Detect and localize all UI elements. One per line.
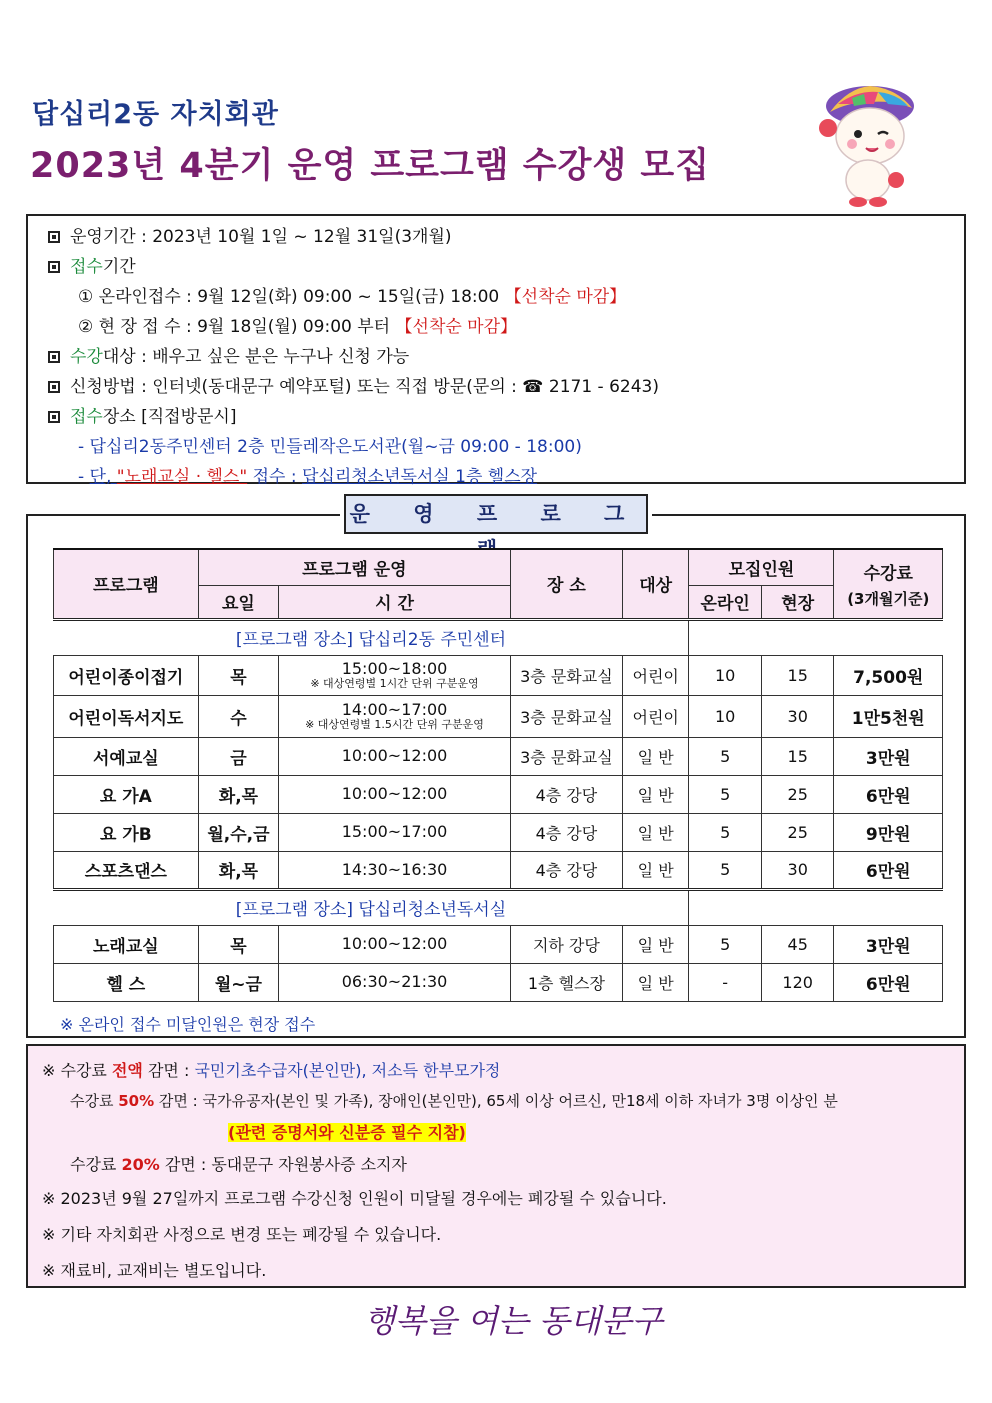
reception-place-2: - 단, "노래교실 · 헬스" 접수 : 답십리청소년독서실 1층 헬스장 <box>78 467 538 487</box>
header-target: 대상 <box>622 549 689 619</box>
bullet-square-icon <box>48 231 60 243</box>
header-program: 프로그램 <box>54 549 199 619</box>
program-place: 3층 문화교실 <box>510 737 622 775</box>
program-name: 서예교실 <box>54 737 199 775</box>
header-online: 온라인 <box>689 585 761 619</box>
bullet-square-icon <box>48 351 60 363</box>
fee-reduction-box <box>26 1044 966 1288</box>
online-count: 10 <box>689 655 761 695</box>
program-target: 일 반 <box>622 775 689 813</box>
program-time: 06:30~21:30 <box>279 963 511 1001</box>
program-day: 금 <box>198 737 278 775</box>
program-day: 목 <box>198 655 278 695</box>
slogan-logo: 행복을 여는 동대문구 <box>364 1302 663 1340</box>
online-count: 10 <box>689 695 761 737</box>
proof-required: (관련 증명서와 신분증 필수 지참) <box>228 1123 466 1142</box>
onsite-count: 25 <box>761 775 834 813</box>
reception-period: 접수기간 <box>48 252 136 277</box>
onsite-count: 30 <box>761 851 834 889</box>
program-name: 스포츠댄스 <box>54 851 199 889</box>
program-fee: 3만원 <box>834 925 943 963</box>
program-name: 요 가B <box>54 813 199 851</box>
onsite-count: 15 <box>761 655 834 695</box>
section-youth-library: [프로그램 장소] 답십리청소년독서실 <box>54 889 689 925</box>
program-place: 4층 강당 <box>510 851 622 889</box>
program-time: 15:00~17:00 <box>279 813 511 851</box>
header-operation: 프로그램 운영 <box>198 549 510 585</box>
half-exemption: 수강료 50% 감면 : 국가유공자(본인 및 가족), 장애인(본인만), 65세 이상 어르신, 만18세 이하 자녀가 3명 이상인 분 <box>70 1092 838 1110</box>
section-community-center: [프로그램 장소] 답십리2동 주민센터 <box>54 619 689 655</box>
table-row <box>54 655 943 695</box>
program-time: 14:00~17:00 ※ 대상연령별 1.5시간 단위 구분운영 <box>279 695 511 737</box>
table-row <box>54 925 943 963</box>
program-target: 일 반 <box>622 925 689 963</box>
material-cost-note: ※ 재료비, 교재비는 별도입니다. <box>42 1261 267 1280</box>
online-note: ※ 온라인 접수 미달인원은 현장 접수 <box>60 1015 316 1034</box>
page-title: 2023년 4분기 운영 프로그램 수강생 모집 <box>30 146 711 186</box>
program-target: 일 반 <box>622 737 689 775</box>
program-place: 1층 헬스장 <box>510 963 622 1001</box>
program-time: 10:00~12:00 <box>279 775 511 813</box>
online-count: 5 <box>689 737 761 775</box>
operation-period: 운영기간 : 2023년 10월 1일 ~ 12월 31일(3개월) <box>48 222 452 247</box>
program-day: 수 <box>198 695 278 737</box>
header-day: 요일 <box>198 585 278 619</box>
program-time: 15:00~18:00 ※ 대상연령별 1시간 단위 구분운영 <box>279 655 511 695</box>
program-fee: 6만원 <box>834 775 943 813</box>
online-count: 5 <box>689 775 761 813</box>
program-fee: 6만원 <box>834 851 943 889</box>
program-fee: 7,500원 <box>834 655 943 695</box>
table-row <box>54 737 943 775</box>
reception-place: 접수장소 [직접방문시] <box>48 402 236 427</box>
table-row <box>54 775 943 813</box>
program-name: 노래교실 <box>54 925 199 963</box>
program-place: 4층 강당 <box>510 813 622 851</box>
phone-icon: ☎ <box>522 377 544 397</box>
full-exemption: ※ 수강료 전액 감면 : 국민기초수급자(본인만), 저소득 한부모가정 <box>42 1061 501 1080</box>
mascot-image <box>808 78 918 208</box>
program-name: 어린이종이접기 <box>54 655 199 695</box>
program-day: 화,목 <box>198 775 278 813</box>
header-place: 장 소 <box>510 549 622 619</box>
table-row <box>54 851 943 889</box>
program-fee: 3만원 <box>834 737 943 775</box>
program-place: 3층 문화교실 <box>510 695 622 737</box>
program-fee: 6만원 <box>834 963 943 1001</box>
program-target: 일 반 <box>622 963 689 1001</box>
bullet-square-icon <box>48 261 60 273</box>
recruitment-info-box <box>26 214 966 487</box>
program-day: 월~금 <box>198 963 278 1001</box>
program-fee: 9만원 <box>834 813 943 851</box>
header-recruit: 모집인원 <box>689 549 834 585</box>
program-fee: 1만5천원 <box>834 695 943 737</box>
program-section-title: 운 영 프 로 그 <box>344 494 648 534</box>
twenty-percent-exemption: 수강료 20% 감면 : 동대문구 자원봉사증 소지자 <box>70 1155 407 1174</box>
onsite-count: 25 <box>761 813 834 851</box>
program-target: 어린이 <box>622 655 689 695</box>
program-name: 요 가A <box>54 775 199 813</box>
bullet-square-icon <box>48 411 60 423</box>
online-count: - <box>689 963 761 1001</box>
program-place: 4층 강당 <box>510 775 622 813</box>
program-time: 10:00~12:00 <box>279 925 511 963</box>
onsite-reception: ② 현 장 접 수 : 9월 18일(월) 09:00 부터 【선착순 마감】 <box>78 317 518 337</box>
program-table <box>53 548 943 1002</box>
online-count: 5 <box>689 925 761 963</box>
program-time: 14:30~16:30 <box>279 851 511 889</box>
online-count: 5 <box>689 813 761 851</box>
bullet-square-icon <box>48 381 60 393</box>
onsite-count: 30 <box>761 695 834 737</box>
program-target: 어린이 <box>622 695 689 737</box>
program-place: 3층 문화교실 <box>510 655 622 695</box>
table-row <box>54 813 943 851</box>
program-name: 헬 스 <box>54 963 199 1001</box>
onsite-count: 120 <box>761 963 834 1001</box>
header-onsite: 현장 <box>761 585 834 619</box>
cancellation-note: ※ 2023년 9월 27일까지 프로그램 수강신청 인원이 미달될 경우에는 폐강될 수 있습니다. <box>42 1189 667 1208</box>
change-note: ※ 기타 자치회관 사정으로 변경 또는 폐강될 수 있습니다. <box>42 1225 442 1244</box>
program-name: 어린이독서지도 <box>54 695 199 737</box>
online-count: 5 <box>689 851 761 889</box>
program-time: 10:00~12:00 <box>279 737 511 775</box>
application-method: 신청방법 : 인터넷(동대문구 예약포털) 또는 직접 방문(문의 : ☎ 2171 - 6243) <box>48 372 659 397</box>
subtitle: 답십리2동 자치회관 <box>32 99 279 130</box>
reception-place-1: - 답십리2동주민센터 2층 민들레작은도서관(월~금 09:00 - 18:00) <box>78 437 582 457</box>
program-day: 목 <box>198 925 278 963</box>
program-target: 일 반 <box>622 813 689 851</box>
table-row <box>54 695 943 737</box>
time-note: ※ 대상연령별 1.5시간 단위 구분운영 <box>305 718 484 731</box>
table-row <box>54 963 943 1001</box>
program-target: 일 반 <box>622 851 689 889</box>
online-reception: ① 온라인접수 : 9월 12일(화) 09:00 ~ 15일(금) 18:00 【선착순 마감】 <box>78 287 627 307</box>
program-day: 화,목 <box>198 851 278 889</box>
header-fee: 수강료 (3개월기준) <box>834 549 943 619</box>
program-day: 월,수,금 <box>198 813 278 851</box>
time-note: ※ 대상연령별 1시간 단위 구분운영 <box>310 677 479 690</box>
target-audience: 수강대상 : 배우고 싶은 분은 누구나 신청 가능 <box>48 342 409 367</box>
header-time: 시 간 <box>279 585 511 619</box>
onsite-count: 15 <box>761 737 834 775</box>
program-place: 지하 강당 <box>510 925 622 963</box>
onsite-count: 45 <box>761 925 834 963</box>
